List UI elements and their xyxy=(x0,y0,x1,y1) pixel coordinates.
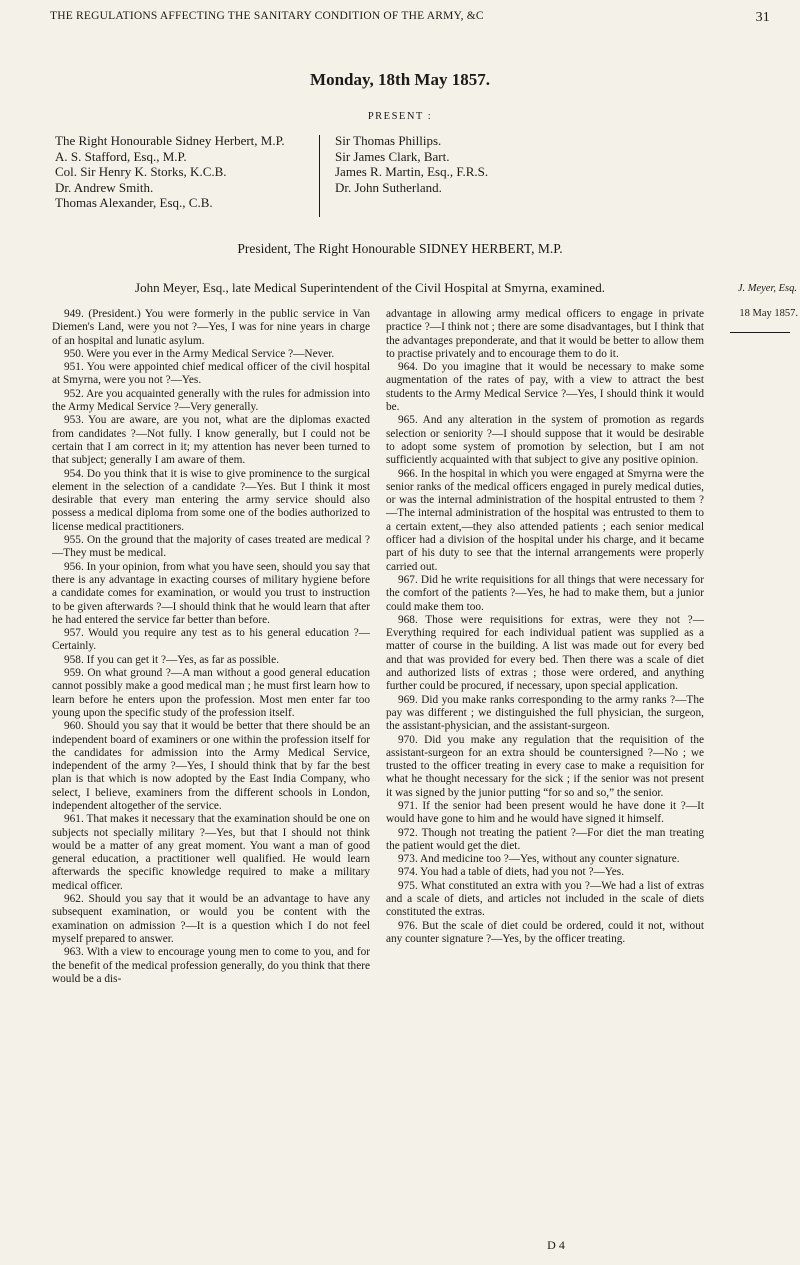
question-paragraph: 976. But the scale of diet could be ordered, could it not, without any counter signature ?—Yes, by the officer treating. xyxy=(386,919,704,945)
present-member: Dr. Andrew Smith. xyxy=(55,179,154,195)
question-paragraph: 969. Did you make ranks corresponding to the army ranks ?—The pay was different ; we distinguished the full physician, the surgeon, the assistant-physician, and the assistant-surgeon. xyxy=(386,693,704,733)
question-paragraph: 955. On the ground that the majority of cases treated are medical ?—They must be medical. xyxy=(52,534,370,560)
question-paragraph: 958. If you can get it ?—Yes, as far as possible. xyxy=(64,653,280,666)
witness-line: John Meyer, Esq., late Medical Superintendent of the Civil Hospital at Smyrna, examined. xyxy=(135,280,605,295)
present-member: Sir Thomas Phillips. xyxy=(335,133,442,148)
present-members-left xyxy=(55,133,315,211)
present-members-right xyxy=(335,133,595,195)
question-paragraph: 956. In your opinion, from what you have seen, should you say that there is any advantage in exacting courses of military hygiene before a candidate comes for examination, or would you trust to instruction to be given afterwards ?—I should think that he would learn that after he had entered the service far better than before. xyxy=(52,560,370,626)
question-paragraph: 953. You are aware, are you not, what are the diplomas exacted from candidates ?—Not fully. I know generally, but I could not be certain that I am correct in it; my attention has never been turned to that subject; generally I am aware of them. xyxy=(52,414,370,467)
present-member: James R. Martin, Esq., F.R.S. xyxy=(335,164,489,179)
question-paragraph: 970. Did you make any regulation that the requisition of the assistant-surgeon for an extra should be countersigned ?—No ; we trusted to the officer treating in every case to make a requisition for what he thought necessary for the sick ; if the senior was not present it was signed by the junior putting “for so and so,” the senior. xyxy=(386,733,704,799)
present-member: The Right Honourable Sidney Herbert, M.P. xyxy=(55,133,285,148)
running-head xyxy=(50,10,770,26)
present-member: Sir James Clark, Bart. xyxy=(335,148,450,164)
question-paragraph: 965. And any alteration in the system of promotion as regards selection or seniority ?—I should suppose that it would be desirable to adopt some system of promotion by selection, but I am not sufficiently acquainted with that subject to give any positive opinion. xyxy=(386,414,704,467)
margin-witness-name: J. Meyer, Esq. xyxy=(737,283,797,294)
question-paragraph: 972. Though not treating the patient ?—For diet the man treating the patient would get the diet. xyxy=(386,826,704,852)
question-paragraph: 959. On what ground ?—A man without a good general education cannot possibly make a good medical man ; he must first learn how to learn before he enters upon the profession. Most men enter far too young upon the specific study of the profession itself. xyxy=(52,667,370,719)
question-paragraph: 968. Those were requisitions for extras, were they not ?—Everything required for each individual patient was supplied as a matter of course in the building. A list was made out for every bed and that was provided for every bed. Then there was a scale of diet and authorized lists of extras ; those were ordered, and anything further could be procured, if necessary, upon special application. xyxy=(386,613,704,693)
question-paragraph: 952. Are you acquainted generally with the rules for admission into the Army Medical Service ?—Very generally. xyxy=(52,387,370,414)
question-paragraph: 975. What constituted an extra with you ?—We had a list of extras and a scale of diets, and articles not included in the scale of diets constituted the extras. xyxy=(386,879,704,919)
question-paragraph: 964. Do you imagine that it would be necessary to make some augmentation of the rates of pay, with a view to attract the best students to the Army Medical Service ?—Yes, I should think it would be. xyxy=(386,361,704,414)
signature-mark: D 4 xyxy=(547,1238,565,1252)
question-paragraph: 954. Do you think that it is wise to give prominence to the surgical element in the selection of a candidate ?—Yes. But I think it most desirable that every man entering the army service should also possess a medical diploma from some one of the bodies authorized to license medical practitioners. xyxy=(52,467,370,533)
question-paragraph: 962. Should you say that it would be an advantage to have any subsequent examination, or would you be content with the examination on admission ?—It is a question which I do not feel myself prepared to answer. xyxy=(52,893,370,945)
running-head-title: THE REGULATIONS AFFECTING THE SANITARY CONDITION OF THE ARMY, &C xyxy=(50,10,484,22)
question-paragraph: 974. You had a table of diets, had you not ?—Yes. xyxy=(398,866,625,879)
question-paragraph: 967. Did he write requisitions for all things that were necessary for the comfort of the patients ?—Yes, he had to make them, but a junior could make them too. xyxy=(386,573,704,613)
right-column xyxy=(386,308,704,1238)
question-paragraph: 960. Should you say that it would be better that there should be an independent board of examiners or one within the profession itself for the candidates for admission into the Army Medical Service, independent of the army ?—Yes, I should think that by far the best plan is that which is now adopted by the East India Company, who select, I believe, examiners from the different schools in London, independent altogether of the service. xyxy=(52,720,370,812)
question-paragraph: 949. (President.) You were formerly in the public service in Van Diemen's Land, were you not ?—Yes, I was for nine years in charge of an hospital and lunatic asylum. xyxy=(52,308,370,347)
margin-date: 18 May 1857. xyxy=(739,308,798,319)
margin-rule xyxy=(730,332,790,333)
question-paragraph: 951. You were appointed chief medical officer of the civil hospital at Smyrna, were you not ?—Yes. xyxy=(52,361,370,387)
present-member: A. S. Stafford, Esq., M.P. xyxy=(55,148,187,164)
present-label: PRESENT : xyxy=(367,111,433,122)
question-paragraph: 973. And medicine too ?—Yes, without any counter signature. xyxy=(398,853,680,866)
present-member: Dr. John Sutherland. xyxy=(335,179,442,195)
page-number: 31 xyxy=(755,10,770,25)
president-line: President, The Right Honourable SIDNEY HERBERT, M.P. xyxy=(237,241,563,256)
question-paragraph: 966. In the hospital in which you were engaged at Smyrna were the senior ranks of the medical officers engaged in purely medical duties, or was the internal administration of the hospital entrusted to them ?—The internal administration of the hospital was entrusted to them to a certain extent,—they also attended patients ; each senior medical officer had a division of the hospital under his charge, and it became part of his duty to see that the internal arrangements were properly carried out. xyxy=(386,467,704,573)
left-column xyxy=(52,308,370,1238)
date-heading: Monday, 18th May 1857. xyxy=(310,70,490,89)
question-paragraph: 963. With a view to encourage young men to come to you, and for the benefit of the medical profession generally, do you think that there would be a dis- xyxy=(52,946,370,985)
question-paragraph: 957. Would you require any test as to his general education ?—Certainly. xyxy=(52,627,370,653)
question-paragraph: 971. If the senior had been present would he have done it ?—It would have gone to him and he would have signed it himself. xyxy=(386,799,704,826)
present-member: Col. Sir Henry K. Storks, K.C.B. xyxy=(55,164,227,179)
question-paragraph-continued: advantage in allowing army medical officers to engage in private practice ?—I think not ; there are some disadvantages, but I think that the advantages preponderate, and that it would be better to allow them to practise privately and to encourage them to do it. xyxy=(386,308,704,360)
present-member: Thomas Alexander, Esq., C.B. xyxy=(55,195,213,210)
present-divider xyxy=(319,135,320,217)
question-paragraph: 950. Were you ever in the Army Medical Service ?—Never. xyxy=(64,347,335,360)
question-paragraph: 961. That makes it necessary that the examination should be one on subjects not specially military ?—Yes, but that I should not think would be a matter of any great moment. You want a man of good general education, a practitioner well qualified. He would learn afterwards the specific knowledge required to make a military medical officer. xyxy=(52,813,370,892)
